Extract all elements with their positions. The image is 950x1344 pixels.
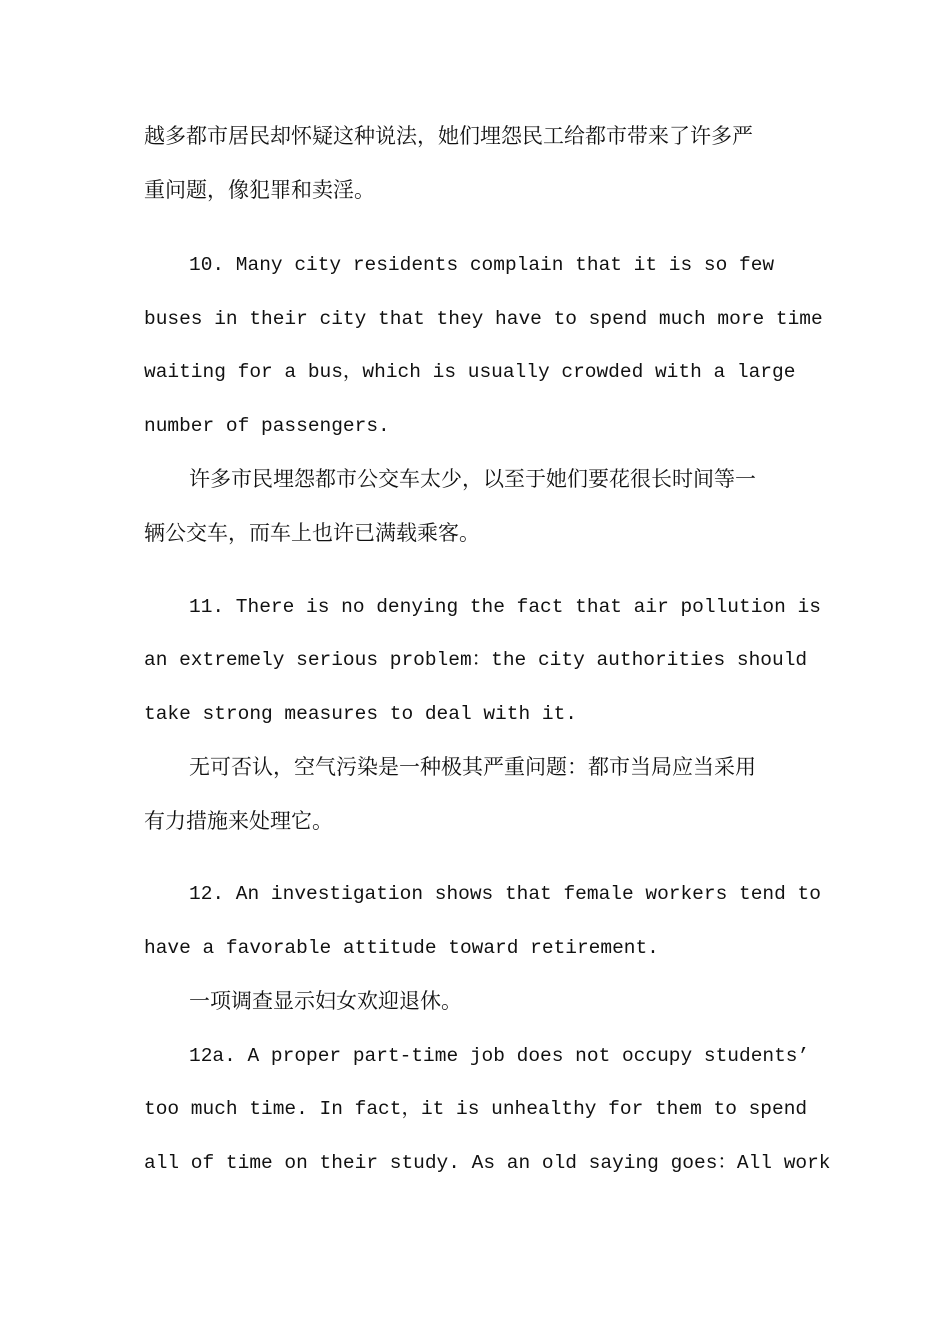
translation-10-line: 许多市民埋怨都市公交车太少，以至于她们要花很长时间等一 [189,467,756,491]
sentence-12a-line: 12a. A proper part-time job does not occupy students’ [189,1045,810,1067]
sentence-12a-line: too much time. In fact，it is unhealthy for them to spend [144,1098,808,1120]
translation-11-line: 有力措施来处理它。 [144,809,333,833]
sentence-12a-line: all of time on their study. As an old saying goes：All work [144,1152,831,1174]
translation-11-line: 无可否认，空气污染是一种极其严重问题：都市当局应当采用 [189,755,756,779]
sentence-11-line: an extremely serious problem：the city authorities should [144,649,808,671]
sentence-11-line: 11. There is no denying the fact that air pollution is [189,596,821,618]
sentence-10-line: number of passengers. [144,415,390,437]
sentence-10-line: 10. Many city residents complain that it is so few [189,254,775,276]
text-line-zh: 越多都市居民却怀疑这种说法，她们埋怨民工给都市带来了许多严 [144,124,753,148]
sentence-10-line: waiting for a bus，which is usually crowded with a large [144,361,796,383]
sentence-10-line: buses in their city that they have to spend much more time [144,308,823,330]
sentence-11-line: take strong measures to deal with it. [144,703,577,725]
sentence-12-line: have a favorable attitude toward retirement. [144,937,659,959]
translation-10-line: 辆公交车，而车上也许已满载乘客。 [144,521,480,545]
sentence-12-line: 12. An investigation shows that female workers tend to [189,883,821,905]
text-line-zh: 重问题，像犯罪和卖淫。 [144,178,375,202]
translation-12-line: 一项调查显示妇女欢迎退休。 [189,989,462,1013]
